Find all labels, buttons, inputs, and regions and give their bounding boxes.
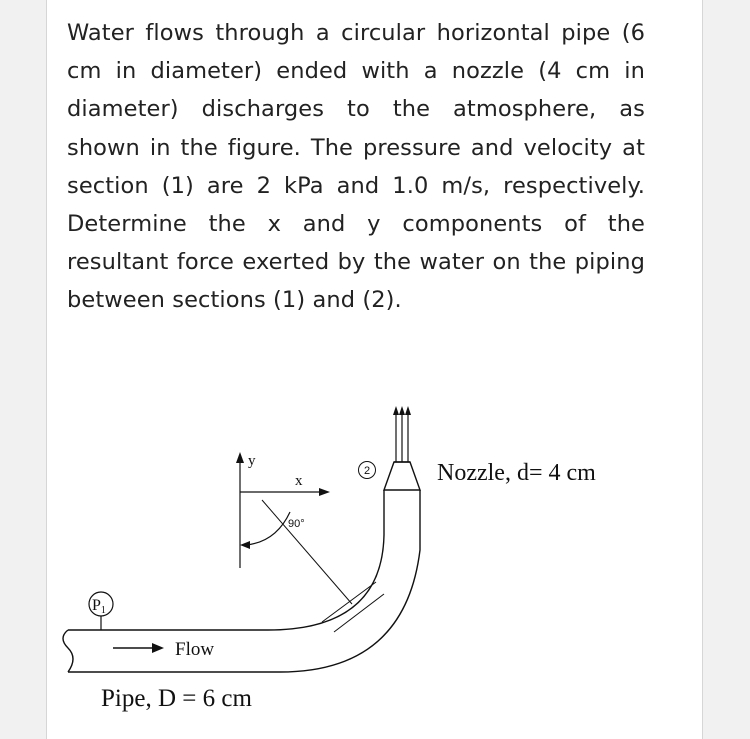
pipe-break-end [63,630,73,672]
jet-arrow-heads [393,406,411,415]
section-cut-line [334,594,384,632]
y-axis-arrow-head [236,452,244,463]
pipe-outer-wall [68,490,420,672]
angle-label: 90° [288,518,305,530]
x-axis-label: x [295,473,303,489]
flow-arrow-head [152,643,164,653]
angle-arc-arrow-head [240,541,250,549]
pipe-inner-wall [68,490,384,630]
x-axis-arrow-head [319,488,330,496]
section-2-label: 2 [363,465,371,477]
nozzle-body [384,462,420,490]
y-axis-label: y [248,453,256,469]
flow-label: Flow [175,639,215,660]
problem-statement: Water flows through a circular horizontal pipe (6 cm in diameter) ended with a nozzle (4 cm in diameter) discharges to the atmosphere, as shown in the figure. The pressure and velocity at section (1) are 2 kPa and 1.0 m/s, respectively. Determine the x and y components of the resultant force exerted by the water on the piping between sections (1) and (2). [67,20,645,314]
bend-radius-line [262,500,352,604]
angle-arc [246,512,290,545]
section-cut-line [322,582,376,622]
coordinate-axes [240,462,320,568]
nozzle-label: Nozzle, d= 4 cm [437,460,596,486]
pipe-label: Pipe, D = 6 cm [101,685,252,712]
jet-arrows [396,414,408,462]
p1-label: P1 [92,597,106,616]
